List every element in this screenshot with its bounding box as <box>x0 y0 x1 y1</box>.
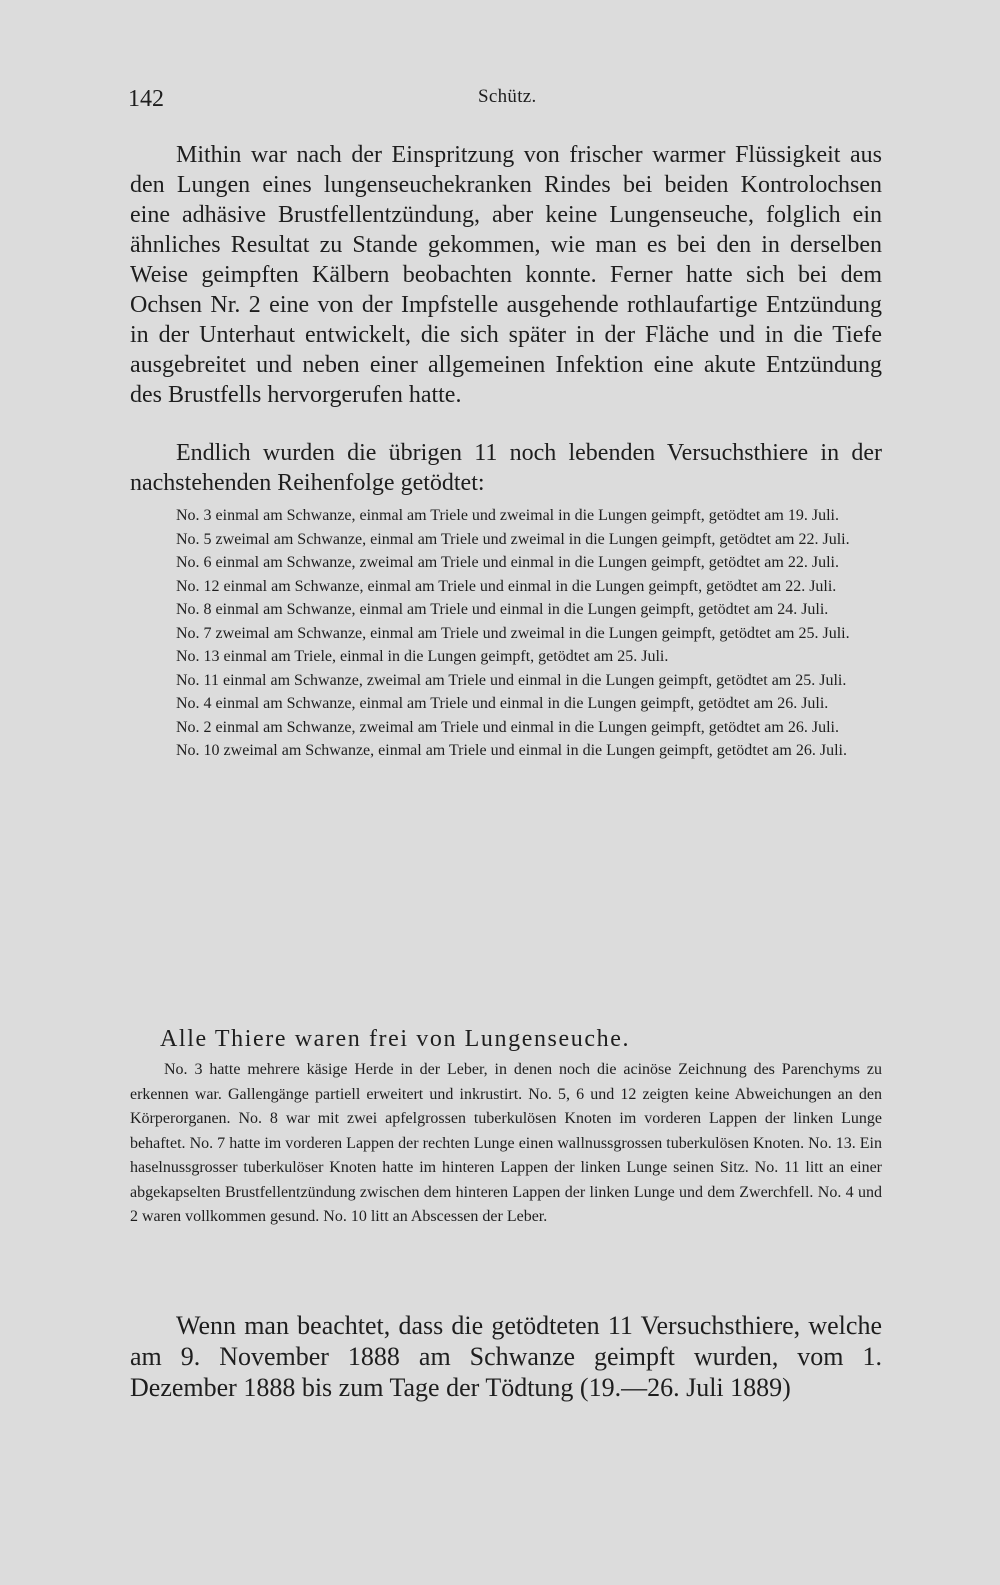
list-item: No. 2 einmal am Schwanze, zweimal am Triele und einmal in die Lungen geimpft, getödtet am 26. Juli. <box>176 718 839 736</box>
paragraph-block-2 <box>130 438 882 498</box>
section-heading: Alle Thiere waren frei von Lungenseuche. <box>160 1026 631 1052</box>
list-item: No. 12 einmal am Schwanze, einmal am Triele und einmal in die Lungen geimpft, getödtet am 22. Juli. <box>176 577 837 595</box>
list-item: No. 4 einmal am Schwanze, einmal am Triele und einmal in die Lungen geimpft, getödtet am 26. Juli. <box>176 695 829 712</box>
list-item: No. 13 einmal am Triele, einmal in die Lungen geimpft, getödtet am 25. Juli. <box>176 648 669 665</box>
paragraph-1: Mithin war nach der Einspritzung von frischer warmer Flüssigkeit aus den Lungen eines lungenseuchekranken Rindes bei beiden Kontrolochsen eine adhäsive Brustfellentzündung, aber keine Lungenseuche, folglich ein ähnliches Resultat zu Stande gekommen, wie man es bei den in derselben Weise geimpften Kälbern beobachten konnte. Ferner hatte sich bei dem Ochsen Nr. 2 eine von der Impfstelle ausgehende rothlaufartige Entzündung in der Unterhaut entwickelt, die sich später in der Fläche und in die Tiefe ausgebreitet und neben einer allgemeinen Infektion eine akute Entzündung des Brustfells hervorgerufen hatte. <box>130 142 882 408</box>
paragraph-2: Endlich wurden die übrigen 11 noch lebenden Versuchsthiere in der nachstehenden Reihenfolge getödtet: <box>130 440 882 496</box>
list-item: No. 3 einmal am Schwanze, einmal am Triele und zweimal in die Lungen geimpft, getödtet am 19. Juli. <box>176 507 839 524</box>
list-item: No. 5 zweimal am Schwanze, einmal am Triele und zweimal in die Lungen geimpft, getödtet am 22. Juli. <box>176 530 850 548</box>
running-head: Schütz. <box>478 86 537 107</box>
paragraph-block-1 <box>130 140 882 410</box>
animal-list <box>130 504 882 763</box>
findings-paragraph: No. 3 hatte mehrere käsige Herde in der Leber, in denen noch die acinöse Zeichnung des Parenchyms zu erkennen war. Gallengänge partiell erweitert und inkrustirt. No. 5, 6 und 12 zeigten keine Abweichungen an den Körperorganen. No. 8 war mit zwei apfelgrossen tuberkulösen Knoten im vorderen Lappen der linken Lunge behaftet. No. 7 hatte im vorderen Lappen der rechten Lunge einen wallnussgrossen tuberkulösen Knoten. No. 13. Ein haselnussgrosser tuberkulöser Knoten hatte im hinteren Lappen der linken Lunge seinen Sitz. No. 11 litt an einer abgekapselten Brustfellentzündung zwischen dem hinteren Lappen der linken Lunge und dem Zwerchfell. No. 4 und 2 waren vollkommen gesund. No. 10 litt an Abscessen der Leber. <box>130 1061 882 1225</box>
findings-block <box>130 1058 882 1230</box>
final-paragraph: Wenn man beachtet, dass die getödteten 11 Versuchsthiere, welche am 9. November 1888 am Schwanze geimpft wurden, vom 1. Dezember 1888 bis zum Tage der Tödtung (19.—26. Juli 1889) <box>130 1311 882 1402</box>
final-block <box>130 1310 882 1403</box>
list-item: No. 10 zweimal am Schwanze, einmal am Triele und einmal in die Lungen geimpft, getödtet am 26. Juli. <box>176 742 847 759</box>
list-item: No. 11 einmal am Schwanze, zweimal am Triele und einmal in die Lungen geimpft, getödtet am 25. Juli. <box>176 671 847 689</box>
list-item: No. 7 zweimal am Schwanze, einmal am Triele und zweimal in die Lungen geimpft, getödtet am 25. Juli. <box>176 624 850 642</box>
page-header <box>0 86 1000 116</box>
page-number: 142 <box>128 86 164 112</box>
list-item: No. 6 einmal am Schwanze, zweimal am Triele und einmal in die Lungen geimpft, getödtet am 22. Juli. <box>176 554 839 571</box>
list-item: No. 8 einmal am Schwanze, einmal am Triele und einmal in die Lungen geimpft, getödtet am 24. Juli. <box>176 601 829 618</box>
